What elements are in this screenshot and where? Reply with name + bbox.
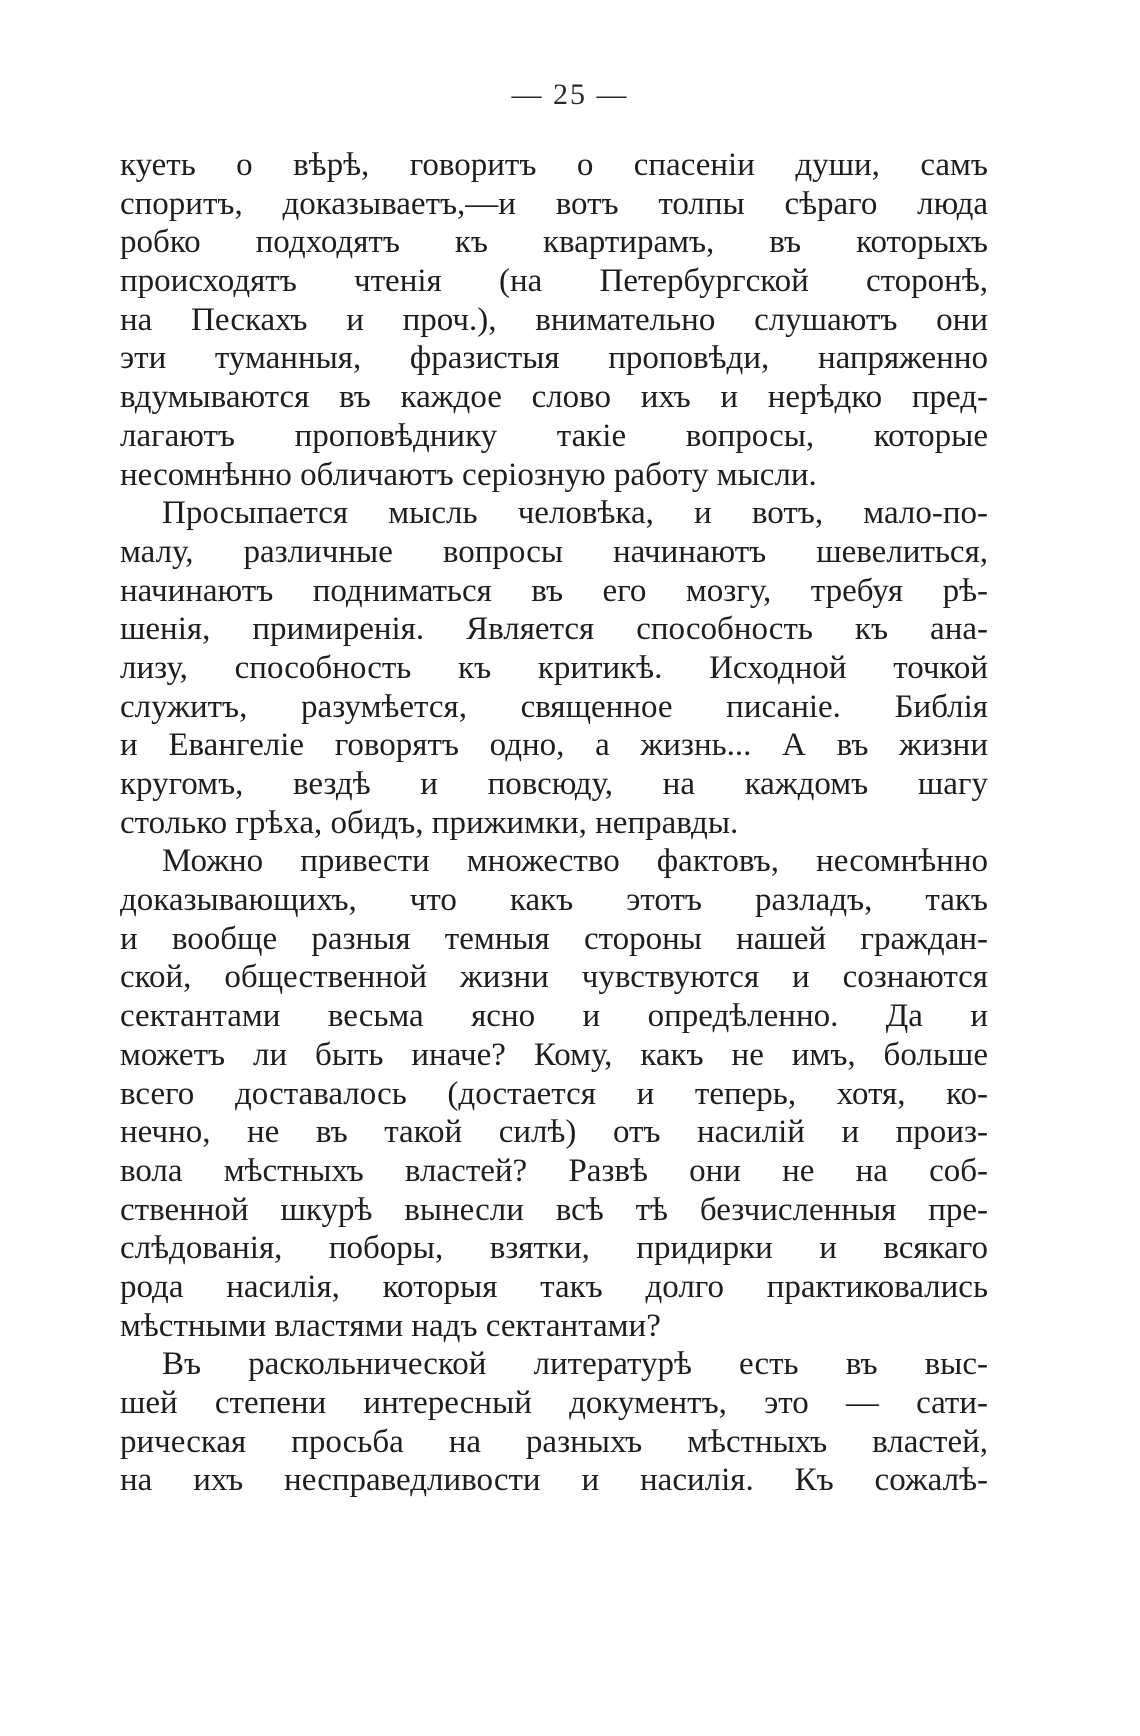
text-line: рическая просьба на разныхъ мѣстныхъ властей, [120,1423,988,1460]
text-line: и вообще разныя темныя стороны нашей граждан- [120,920,988,957]
text-line: доказывающихъ, что какъ этотъ разладъ, такъ [120,882,988,919]
text-line: ской, общественной жизни чувствуются и сознаются [120,959,988,996]
text-line: лизу, способность къ критикѣ. Исходной точкой [120,649,988,686]
text-line: ственной шкурѣ вынесли всѣ тѣ безчисленныя пре- [120,1191,988,1228]
paragraph-1 [120,146,988,494]
text-line: вдумываются въ каждое слово ихъ и нерѣдко пред- [120,379,988,416]
text-line: робко подходятъ къ квартирамъ, въ которыхъ [120,224,988,261]
text-line: несомнѣнно обличаютъ серіозную работу мысли. [120,456,817,493]
text-line: столько грѣха, обидъ, прижимки, неправды. [120,804,739,841]
text-line: шенія, примиренія. Является способность къ ана- [120,611,988,648]
text-line: всего доставалось (достается и теперь, хотя, ко- [120,1075,988,1112]
text-line: Просыпается мысль человѣка, и вотъ, мало-по- [162,495,988,532]
text-line: слѣдованія, поборы, взятки, придирки и всякаго [120,1230,988,1267]
text-line: куеть о вѣрѣ, говоритъ о спасеніи души, самъ [120,147,988,183]
text-line: Въ раскольнической литературѣ есть въ выс- [162,1346,988,1383]
text-line: споритъ, доказываетъ,—и вотъ толпы сѣраго люда [120,185,988,222]
text-line: малу, различные вопросы начинаютъ шевелиться, [120,533,988,570]
text-line: и Евангеліе говорятъ одно, а жизнь... А въ жизни [120,727,988,764]
text-line: шей степени интересный документъ, это — сати- [120,1385,988,1421]
text-line: нечно, не въ такой силѣ) отъ насилій и произ- [120,1114,988,1151]
text-line: происходятъ чтенія (на Петербургской сторонѣ, [120,263,988,300]
text-line: эти туманныя, фразистыя проповѣди, напряженно [120,340,988,377]
text-line: на Пескахъ и проч.), внимательно слушаютъ они [120,301,988,338]
text-line: начинаютъ подниматься въ его мозгу, требуя рѣ- [120,572,988,609]
text-line: служитъ, разумѣется, священное писаніе. Библія [120,688,988,725]
body-text [120,146,988,1500]
paragraph-2 [120,494,988,842]
text-line: Можно привести множество фактовъ, несомнѣнно [162,843,988,880]
text-line: можетъ ли быть иначе? Кому, какъ не имъ, больше [120,1036,988,1073]
text-line: сектантами весьма ясно и опредѣленно. Да и [120,998,988,1035]
paragraph-4 [120,1345,988,1500]
text-line: на ихъ несправедливости и насилія. Къ сожалѣ- [120,1462,988,1499]
text-line: лагаютъ проповѣднику такіе вопросы, которые [120,417,988,454]
text-line: мѣстными властями надъ сектантами? [120,1307,661,1344]
page-number: — 25 — [511,78,629,111]
text-line: вола мѣстныхъ властей? Развѣ они не на соб- [120,1152,988,1189]
text-line: кругомъ, вездѣ и повсюду, на каждомъ шагу [120,766,988,802]
paragraph-3 [120,842,988,1345]
text-line: рода насилія, которыя такъ долго практиковались [120,1268,988,1305]
